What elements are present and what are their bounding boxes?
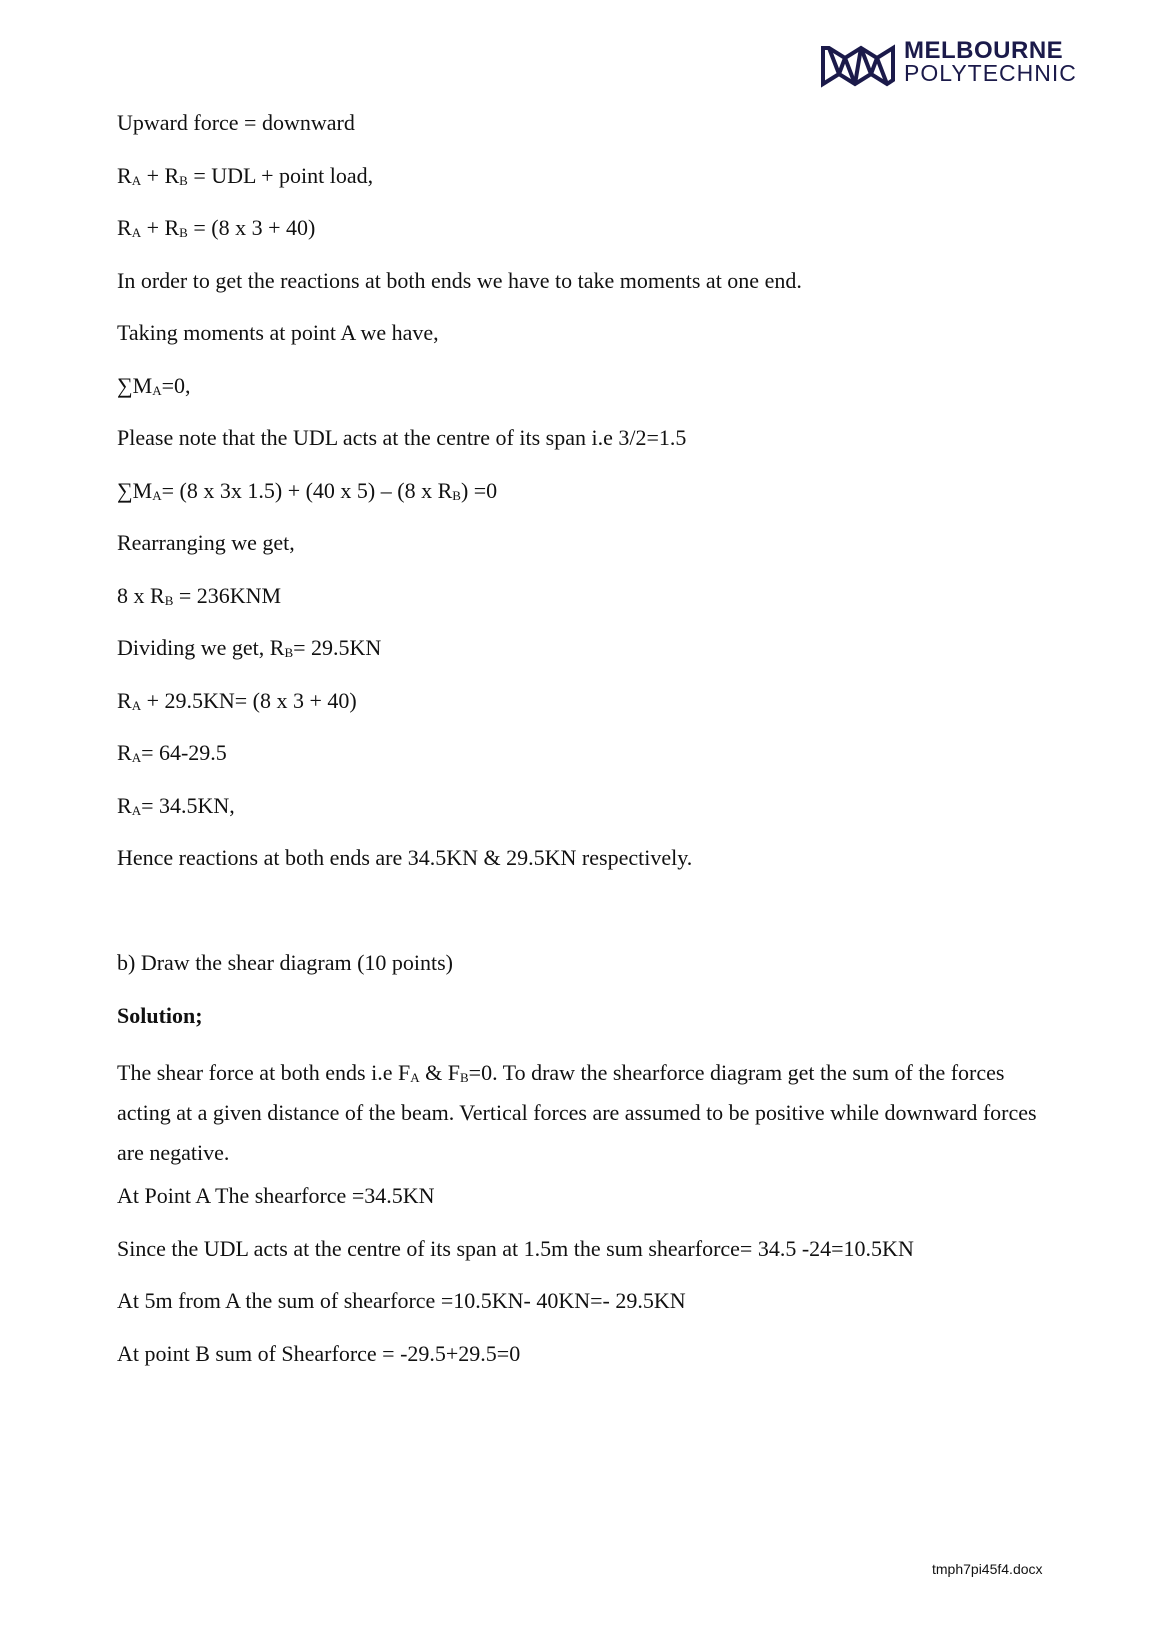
text-line: Please note that the UDL acts at the centre of its span i.e 3/2=1.5 bbox=[117, 425, 687, 450]
equation-line: $R_A + R_B = (8$ x 3 + 40) bbox=[117, 215, 316, 240]
logo-line-2: POLYTECHNIC bbox=[904, 60, 1077, 86]
equation-line: $R_A= 34.5KN$, bbox=[117, 792, 235, 818]
paragraph: The shear force at both ends i.e $F_A$ & $F_B=0$. To draw the shearforce diagram get the sum of the forces acting at a given distance of the beam. Vertical forces are assumed to be positive while downward forces are negative. bbox=[117, 1060, 1037, 1165]
text-line: Taking moments at point A we have, bbox=[117, 320, 439, 345]
melbourne-polytechnic-logo bbox=[820, 37, 1077, 90]
logo-line-1: MELBOURNE bbox=[904, 37, 1064, 64]
equation-line: $R_A= 64-29.5$ bbox=[117, 740, 227, 765]
equation-line: $R_A + R_B$ = UDL + point load, bbox=[117, 162, 374, 188]
solution-heading: Solution; bbox=[117, 1002, 203, 1028]
question-heading: b) Draw the shear diagram (10 points) bbox=[117, 950, 454, 975]
text-line: Since the UDL acts at the centre of its span at 1.5m the sum shearforce= 34.5 -24=10.5KN bbox=[117, 1235, 914, 1261]
text-line: In order to get the reactions at both ends we have to take moments at one end. bbox=[117, 267, 802, 293]
logo-wordmark bbox=[904, 37, 1077, 86]
equation-line: $\sum M_A=0$, bbox=[117, 372, 191, 398]
footer-filename: tmph7pi45f4.docx bbox=[932, 1561, 1043, 1577]
equation-line: Dividing we get, $R_B= 29.5KN$ bbox=[117, 635, 382, 660]
text-line: At point B sum of Shearforce = -29.5+29.5=0 bbox=[117, 1340, 521, 1366]
text-line: At Point A The shearforce =34.5KN bbox=[117, 1183, 435, 1208]
text-line: At 5m from A the sum of shearforce =10.5KN- 40KN=- 29.5KN bbox=[117, 1288, 686, 1313]
blank-line bbox=[117, 896, 1037, 949]
logo-mark-icon bbox=[820, 42, 896, 88]
equation-line: $R_A + 29.5KN= (8$ x 3 + 40) bbox=[117, 687, 357, 713]
equation-line: $\sum M_A= (8$ x 3x 1.5) + (40 x 5) – (8 x $R_B) =0$ bbox=[117, 477, 498, 503]
text-line: Upward force = downward bbox=[117, 110, 355, 135]
text-line: Rearranging we get, bbox=[117, 530, 295, 555]
document-body bbox=[117, 108, 1037, 1391]
text-line: Hence reactions at both ends are 34.5KN & 29.5KN respectively. bbox=[117, 845, 693, 870]
equation-line: 8 x $R_B = 236KNM$ bbox=[117, 582, 282, 608]
